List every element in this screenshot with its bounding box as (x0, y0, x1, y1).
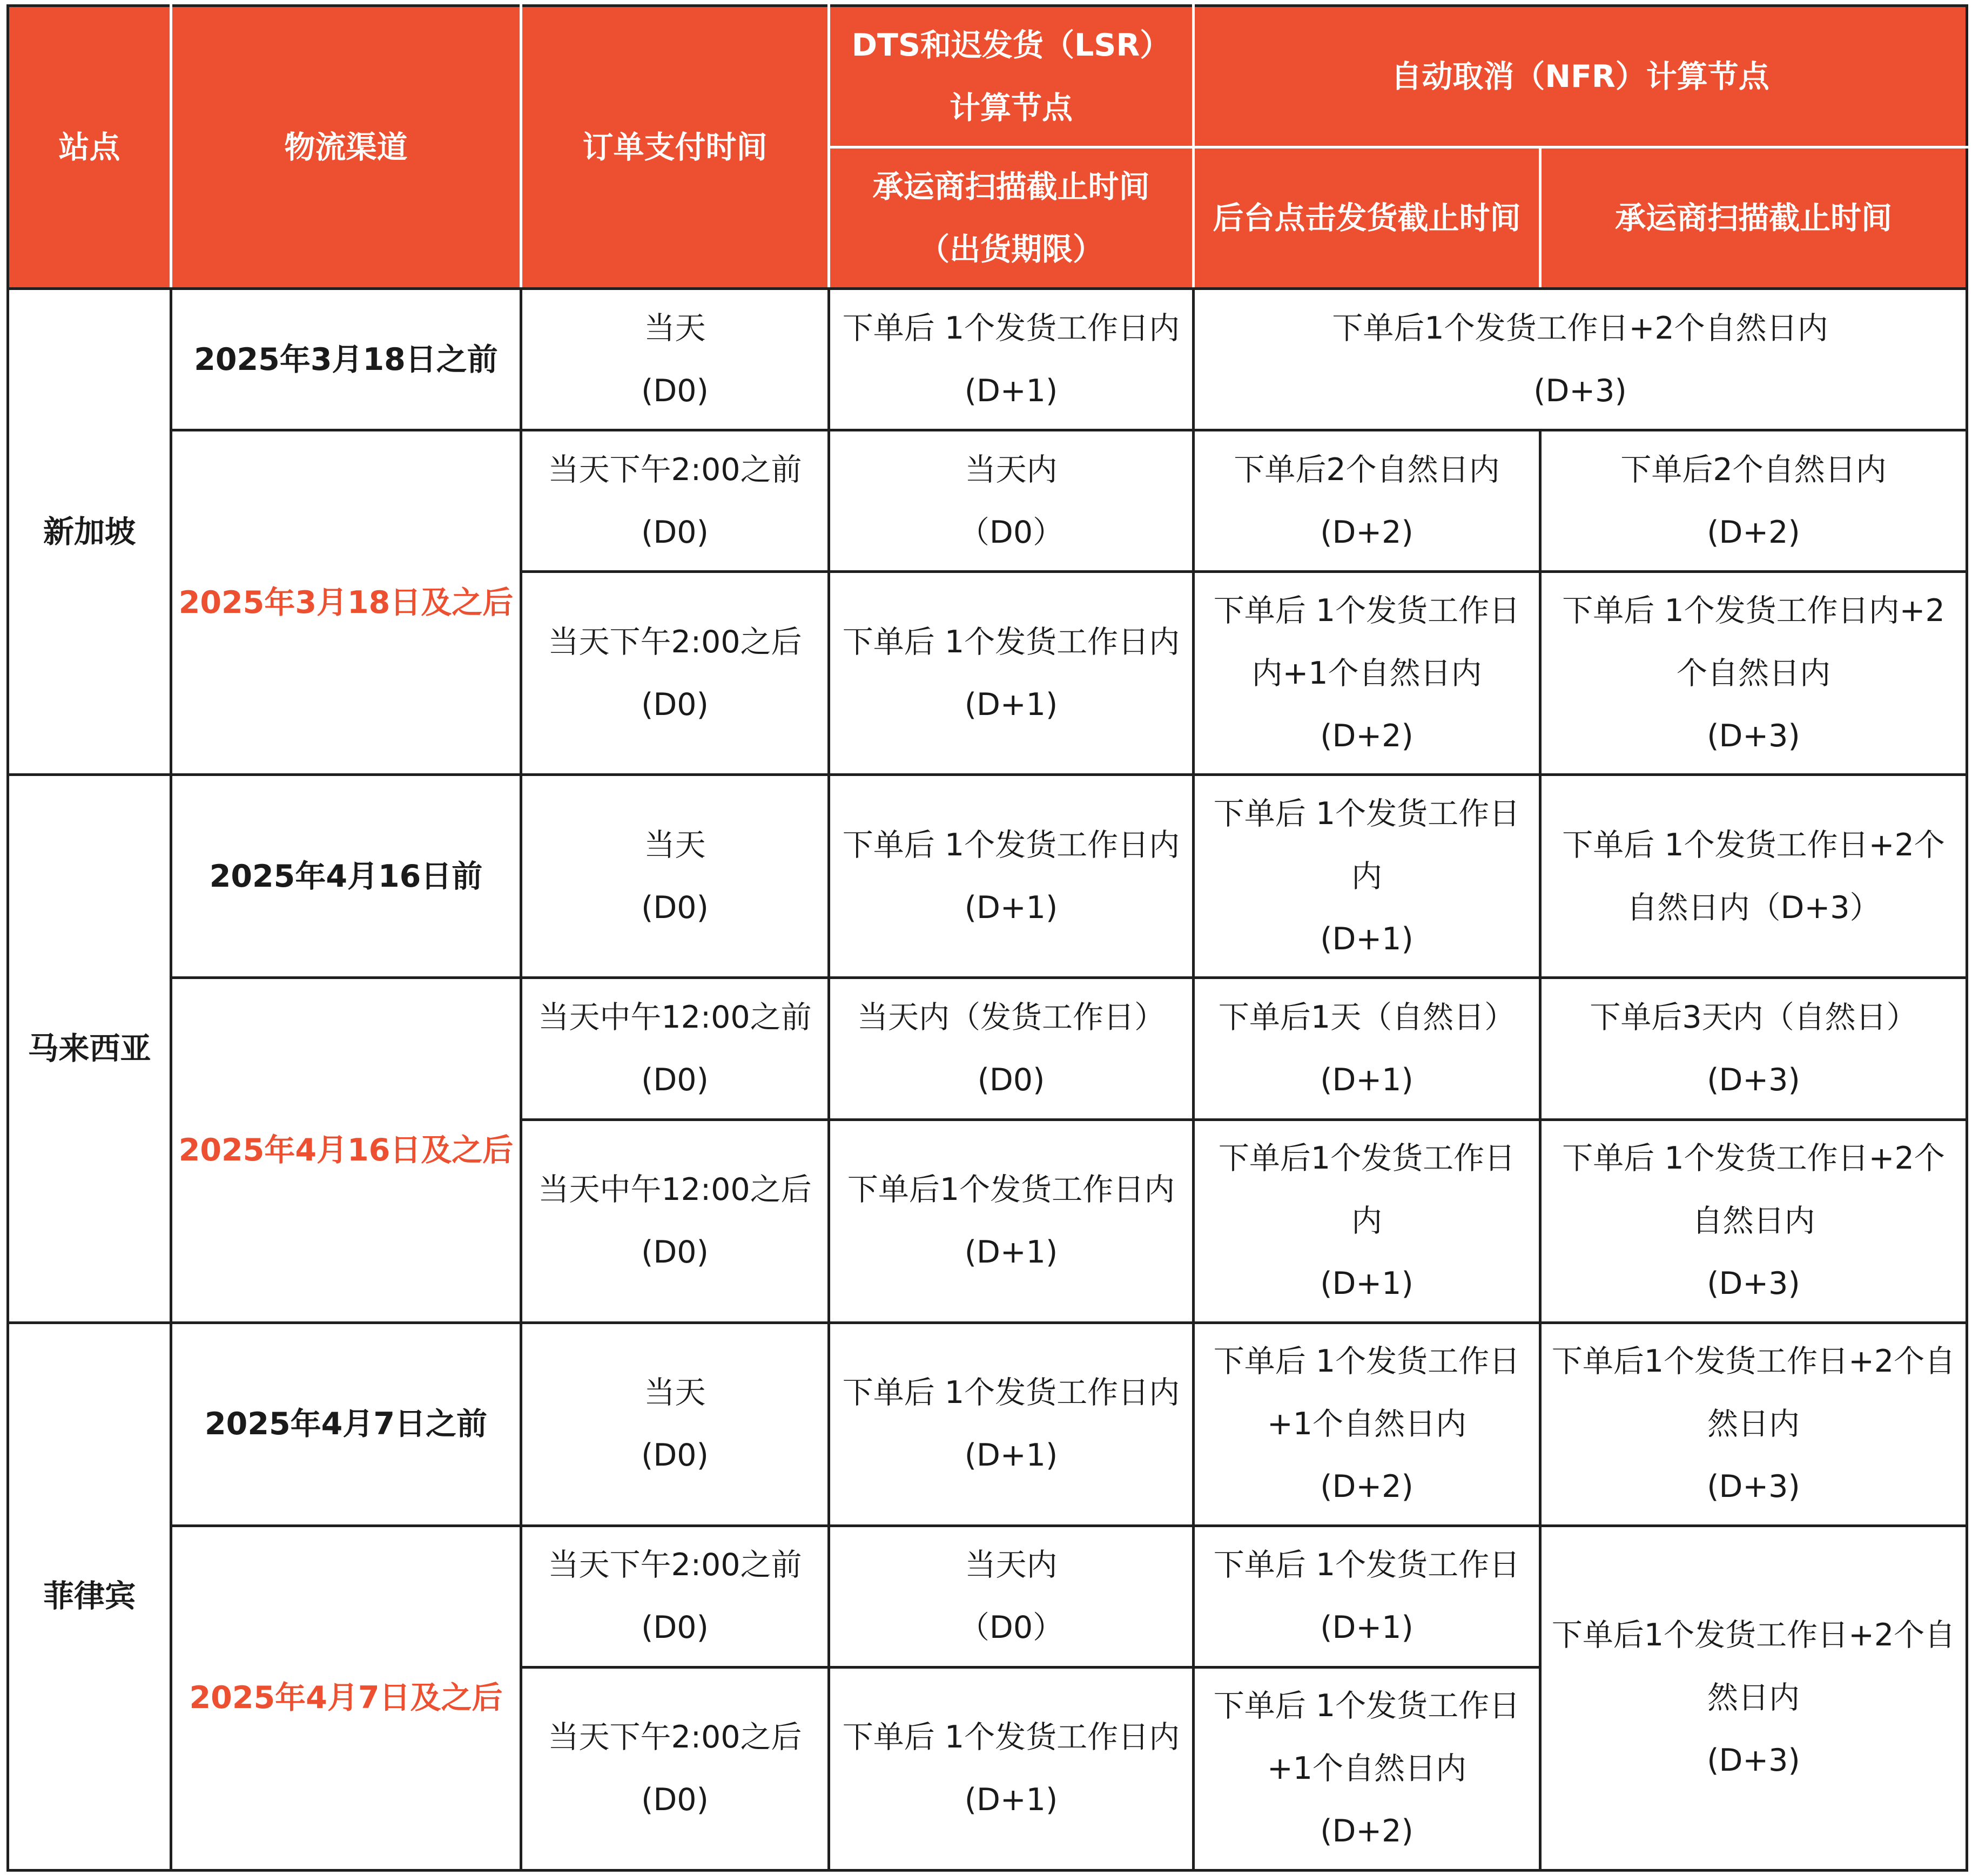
cell-line: 下单后 1个发货工作日 (1213, 1344, 1520, 1380)
cell-line: 当天中午12:00之前 (538, 999, 812, 1035)
cell-line: 内 (1351, 1203, 1382, 1239)
cell-line: (D+2) (1320, 1813, 1414, 1850)
cell-line: 当天内（发货工作日） (857, 999, 1165, 1035)
pay-time-cell (521, 289, 829, 430)
backend-cell (1194, 1526, 1540, 1667)
backend-cell (1194, 1667, 1540, 1870)
carrier-cell (1540, 430, 1967, 572)
cell-line: 当天下午2:00之后 (548, 1719, 802, 1756)
cell-line: 下单后 1个发货工作日+2个 (1562, 827, 1945, 863)
cell-line: (D+1) (964, 1438, 1058, 1474)
cell-line: 当天下午2:00之前 (548, 451, 802, 488)
cell-line: 下单后 1个发货工作日 (1213, 1688, 1520, 1724)
cell-line: (D0) (641, 514, 709, 550)
cell-line: (D+1) (1320, 1610, 1414, 1646)
pay-time-cell (521, 1322, 829, 1526)
header-channel: 物流渠道 (171, 6, 521, 289)
table-row (8, 430, 1967, 572)
cell-line: (D+3) (1707, 718, 1800, 754)
logistics-timeline-table (6, 4, 1968, 1872)
table-row (8, 1526, 1967, 1667)
cell-line: 当天内 (965, 451, 1058, 488)
pay-time-cell (521, 572, 829, 775)
cell-line: 下单后 1个发货工作日 (1213, 795, 1520, 832)
cell-line: 下单后 1个发货工作日 (1213, 592, 1520, 629)
pay-time-cell (521, 1667, 829, 1870)
cell-line: (D+1) (1320, 1266, 1414, 1302)
cell-line: (D+1) (964, 686, 1058, 723)
channel-cell: 2025年3月18日及之后 (171, 430, 521, 775)
cell-line: 下单后1个发货工作日+2个自 (1551, 1344, 1956, 1380)
cell-line: (D+3) (1707, 1469, 1800, 1505)
carrier-cell (1540, 1322, 1967, 1526)
cell-line: (D+3) (1707, 1062, 1800, 1098)
backend-cell (1194, 430, 1540, 572)
cell-line: 下单后2个自然日内 (1234, 451, 1500, 488)
cell-line: (D0) (641, 1062, 709, 1098)
site-singapore: 新加坡 (8, 289, 171, 775)
dts-cell (829, 1119, 1194, 1322)
cell-line: 下单后1个发货工作日+2个自然日内 (1332, 310, 1828, 346)
header-nfr-carrier-cutoff: 承运商扫描截止时间 (1540, 147, 1967, 289)
header-dts-group (829, 6, 1194, 147)
table-row (8, 775, 1967, 978)
backend-cell (1194, 978, 1540, 1119)
table-row (8, 1322, 1967, 1526)
cell-line: (D+1) (1320, 921, 1414, 957)
cell-line: 下单后 1个发货工作日内 (842, 1719, 1180, 1756)
channel-cell: 2025年3月18日之前 (171, 289, 521, 430)
cell-line: 下单后 1个发货工作日+2个 (1562, 1141, 1945, 1177)
carrier-cell (1540, 1526, 1967, 1870)
cell-line: 下单后2个自然日内 (1620, 451, 1887, 488)
cell-line: 当天 (644, 1375, 706, 1411)
table-row (8, 978, 1967, 1119)
cell-line: （D0） (958, 1610, 1064, 1646)
cell-line: (D+3) (1533, 373, 1627, 409)
cell-line: 当天 (644, 310, 706, 346)
dts-cell (829, 978, 1194, 1119)
cell-line: 当天中午12:00之后 (538, 1172, 812, 1208)
cell-line: 当天 (644, 827, 706, 863)
dts-cell (829, 1526, 1194, 1667)
backend-cell (1194, 572, 1540, 775)
cell-line: (D+2) (1320, 718, 1414, 754)
backend-cell (1194, 775, 1540, 978)
table-row (8, 289, 1967, 430)
cell-line: (D+3) (1707, 1743, 1800, 1779)
cell-line: (D+1) (964, 1782, 1058, 1818)
cell-line: 然日内 (1707, 1680, 1800, 1716)
site-philippines: 菲律宾 (8, 1322, 171, 1870)
header-dts-sub-line2: （出货期限） (919, 231, 1103, 267)
cell-line: 个自然日内 (1677, 655, 1830, 691)
cell-line: 下单后3天内（自然日） (1590, 999, 1917, 1035)
cell-line: 内 (1351, 858, 1382, 894)
header-dts-group-line1: DTS和迟发货（LSR） (851, 27, 1171, 63)
cell-line: 下单后1个发货工作日内 (847, 1172, 1175, 1208)
pay-time-cell (521, 1526, 829, 1667)
pay-time-cell (521, 1119, 829, 1322)
header-nfr-group: 自动取消（NFR）计算节点 (1194, 6, 1967, 147)
header-site: 站点 (8, 6, 171, 289)
cell-line: 自然日内（D+3） (1626, 889, 1881, 926)
cell-line: 下单后1个发货工作日 (1218, 1141, 1516, 1177)
pay-time-cell (521, 978, 829, 1119)
cell-line: 下单后 1个发货工作日内 (842, 827, 1180, 863)
cell-line: 内+1个自然日内 (1251, 655, 1482, 691)
dts-cell (829, 1322, 1194, 1526)
cell-line: 然日内 (1707, 1406, 1800, 1442)
pay-time-cell (521, 430, 829, 572)
dts-cell (829, 775, 1194, 978)
header-nfr-backend-cutoff: 后台点击发货截止时间 (1194, 147, 1540, 289)
cell-line: (D+2) (1320, 1469, 1414, 1505)
cell-line: (D+1) (1320, 1062, 1414, 1098)
header-dts-carrier-cutoff (829, 147, 1194, 289)
carrier-cell (1540, 775, 1967, 978)
dts-cell (829, 572, 1194, 775)
dts-cell (829, 430, 1194, 572)
carrier-cell (1540, 978, 1967, 1119)
dts-cell (829, 1667, 1194, 1870)
cell-line: (D0) (641, 373, 709, 409)
carrier-cell (1540, 572, 1967, 775)
cell-line: 下单后 1个发货工作日内+2 (1562, 592, 1945, 629)
cell-line: (D+2) (1320, 514, 1414, 550)
cell-line: (D+1) (964, 1234, 1058, 1271)
channel-cell: 2025年4月16日前 (171, 775, 521, 978)
cell-line: (D0) (977, 1062, 1045, 1098)
cell-line: (D+1) (964, 373, 1058, 409)
cell-line: 下单后1个发货工作日+2个自 (1551, 1617, 1956, 1654)
dts-cell (829, 289, 1194, 430)
cell-line: （D0） (958, 514, 1064, 550)
cell-line: 当天下午2:00之后 (548, 624, 802, 660)
backend-cell (1194, 1119, 1540, 1322)
cell-line: (D0) (641, 1234, 709, 1271)
cell-line: +1个自然日内 (1267, 1751, 1467, 1787)
cell-line: 下单后 1个发货工作日 (1213, 1547, 1520, 1583)
cell-line: (D+1) (964, 889, 1058, 926)
cell-line: (D0) (641, 1610, 709, 1646)
nfr-cell (1194, 289, 1967, 430)
cell-line: 下单后1天（自然日） (1218, 999, 1516, 1035)
backend-cell (1194, 1322, 1540, 1526)
cell-line: 下单后 1个发货工作日内 (842, 1375, 1180, 1411)
cell-line: 下单后 1个发货工作日内 (842, 624, 1180, 660)
cell-line: (D0) (641, 1782, 709, 1818)
cell-line: (D0) (641, 686, 709, 723)
carrier-cell (1540, 1119, 1967, 1322)
cell-line: +1个自然日内 (1267, 1406, 1467, 1442)
channel-cell: 2025年4月16日及之后 (171, 978, 521, 1322)
cell-line: 当天内 (965, 1547, 1058, 1583)
channel-cell: 2025年4月7日及之后 (171, 1526, 521, 1870)
cell-line: 自然日内 (1692, 1203, 1815, 1239)
header-dts-sub-line1: 承运商扫描截止时间 (872, 168, 1150, 205)
cell-line: (D0) (641, 1438, 709, 1474)
cell-line: (D+2) (1707, 514, 1800, 550)
cell-line: (D+3) (1707, 1266, 1800, 1302)
cell-line: 下单后 1个发货工作日内 (842, 310, 1180, 346)
cell-line: 当天下午2:00之前 (548, 1547, 802, 1583)
site-malaysia: 马来西亚 (8, 775, 171, 1322)
header-dts-group-line2: 计算节点 (950, 90, 1073, 126)
header-pay-time: 订单支付时间 (521, 6, 829, 289)
pay-time-cell (521, 775, 829, 978)
channel-cell: 2025年4月7日之前 (171, 1322, 521, 1526)
cell-line: (D0) (641, 889, 709, 926)
